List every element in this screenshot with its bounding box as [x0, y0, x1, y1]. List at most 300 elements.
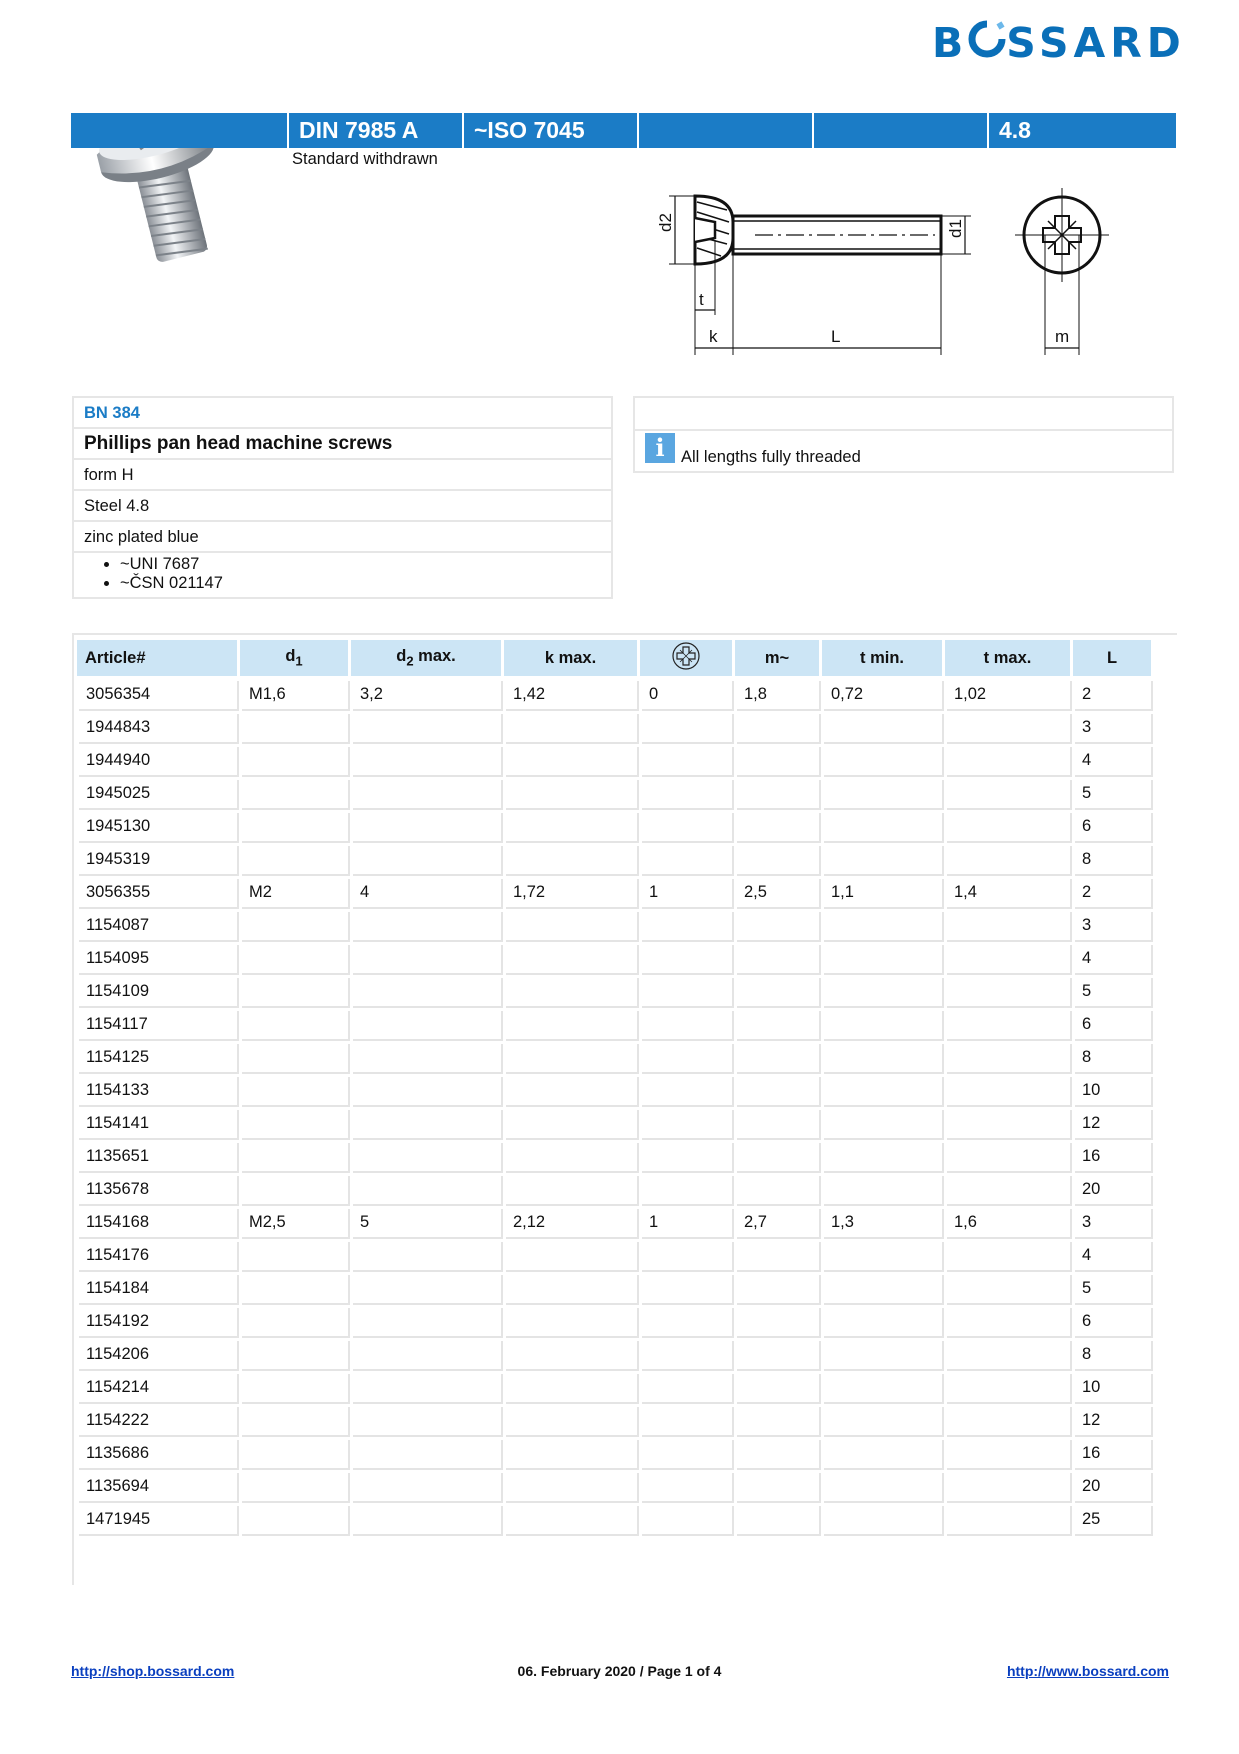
- cell-tmin: [822, 712, 942, 742]
- cell-m: [735, 778, 819, 808]
- cell-tmin: [822, 778, 942, 808]
- cell-drive: [640, 1108, 732, 1138]
- cell-drive: 0: [640, 679, 732, 709]
- cell-tmin: [822, 745, 942, 775]
- cell-tmax: [945, 1306, 1070, 1336]
- table-row: [77, 1174, 1151, 1204]
- cell-d2: [351, 778, 501, 808]
- cell-article: 1135686: [77, 1438, 237, 1468]
- cell-L: 10: [1073, 1075, 1151, 1105]
- dim-d2-label: d2: [656, 213, 675, 232]
- cell-d2: [351, 712, 501, 742]
- cell-d1: [240, 1405, 348, 1435]
- cell-m: [735, 811, 819, 841]
- cell-tmin: [822, 1174, 942, 1204]
- table-row: [77, 1009, 1151, 1039]
- table-row: [77, 778, 1151, 808]
- cell-tmax: [945, 1141, 1070, 1171]
- col-m: m~: [735, 640, 819, 676]
- table-row: [77, 943, 1151, 973]
- cell-d1: [240, 1009, 348, 1039]
- cell-L: 16: [1073, 1141, 1151, 1171]
- cell-L: 6: [1073, 1306, 1151, 1336]
- standard-status: Standard withdrawn: [292, 150, 438, 168]
- cell-tmin: [822, 1042, 942, 1072]
- cell-article: 3056355: [77, 877, 237, 907]
- table-row: [77, 1075, 1151, 1105]
- cell-article: 1135694: [77, 1471, 237, 1501]
- table-row: [77, 976, 1151, 1006]
- cell-k: [504, 844, 637, 874]
- cell-m: [735, 1009, 819, 1039]
- cell-d1: [240, 712, 348, 742]
- cell-k: [504, 910, 637, 940]
- cell-article: 1154176: [77, 1240, 237, 1270]
- cell-d1: [240, 1108, 348, 1138]
- col-d2-suffix: max.: [413, 647, 456, 666]
- footer-right: [1007, 1663, 1169, 1679]
- cell-tmin: [822, 1339, 942, 1369]
- cell-d2: 3,2: [351, 679, 501, 709]
- cell-drive: [640, 811, 732, 841]
- product-finish: zinc plated blue: [74, 522, 611, 553]
- cell-k: [504, 712, 637, 742]
- cell-tmin: [822, 844, 942, 874]
- cell-tmin: [822, 1372, 942, 1402]
- cell-L: 5: [1073, 778, 1151, 808]
- table-row: [77, 1339, 1151, 1369]
- col-k: k max.: [504, 640, 637, 676]
- cell-m: 2,7: [735, 1207, 819, 1237]
- cell-drive: [640, 745, 732, 775]
- dim-t-label: t: [699, 290, 704, 309]
- cell-tmax: [945, 1108, 1070, 1138]
- cell-article: 1154117: [77, 1009, 237, 1039]
- equivalent-item: • ~UNI 7687: [120, 555, 601, 574]
- cell-m: [735, 1273, 819, 1303]
- cell-article: 1154109: [77, 976, 237, 1006]
- cell-article: 1154168: [77, 1207, 237, 1237]
- cell-d1: [240, 1174, 348, 1204]
- table-row: [77, 679, 1151, 709]
- cell-drive: [640, 778, 732, 808]
- cell-k: 2,12: [504, 1207, 637, 1237]
- shop-link[interactable]: http://shop.bossard.com: [71, 1663, 235, 1679]
- col-d2-sub: 2: [406, 653, 414, 669]
- cell-tmin: [822, 1405, 942, 1435]
- col-tmax: t max.: [945, 640, 1070, 676]
- cell-d2: [351, 943, 501, 973]
- cell-L: 20: [1073, 1471, 1151, 1501]
- cell-article: 1154141: [77, 1108, 237, 1138]
- cell-m: [735, 1240, 819, 1270]
- cell-tmax: [945, 1372, 1070, 1402]
- cell-drive: [640, 1405, 732, 1435]
- cell-article: 1154222: [77, 1405, 237, 1435]
- cell-tmin: 1,1: [822, 877, 942, 907]
- table-row: [77, 910, 1151, 940]
- col-d2: [351, 640, 501, 676]
- cell-m: [735, 1141, 819, 1171]
- cell-L: 6: [1073, 1009, 1151, 1039]
- cell-L: 4: [1073, 943, 1151, 973]
- cell-drive: [640, 1075, 732, 1105]
- cell-k: [504, 1339, 637, 1369]
- cell-tmin: [822, 1240, 942, 1270]
- table-row: [77, 1042, 1151, 1072]
- cell-d1: [240, 844, 348, 874]
- cell-k: [504, 1009, 637, 1039]
- cell-d2: [351, 1405, 501, 1435]
- cell-d2: [351, 1306, 501, 1336]
- cell-L: 8: [1073, 844, 1151, 874]
- cell-k: [504, 1405, 637, 1435]
- cell-k: [504, 1372, 637, 1402]
- table-row: [77, 1273, 1151, 1303]
- cell-tmax: [945, 844, 1070, 874]
- cell-tmin: 1,3: [822, 1207, 942, 1237]
- note-box: [633, 396, 1174, 473]
- cell-drive: [640, 976, 732, 1006]
- cell-drive: 1: [640, 1207, 732, 1237]
- cell-d2: [351, 1471, 501, 1501]
- cell-tmax: [945, 1240, 1070, 1270]
- cell-k: 1,42: [504, 679, 637, 709]
- cell-m: [735, 745, 819, 775]
- cell-article: 1154184: [77, 1273, 237, 1303]
- cell-k: [504, 811, 637, 841]
- cell-article: 1154214: [77, 1372, 237, 1402]
- cell-article: 1944940: [77, 745, 237, 775]
- cell-d2: 4: [351, 877, 501, 907]
- cell-d1: [240, 811, 348, 841]
- bn-number: BN 384: [74, 398, 611, 429]
- cell-tmin: [822, 1075, 942, 1105]
- header-iso: ~ISO 7045: [462, 113, 637, 148]
- cell-L: 3: [1073, 1207, 1151, 1237]
- product-material: Steel 4.8: [74, 491, 611, 522]
- cell-L: 16: [1073, 1438, 1151, 1468]
- cell-drive: [640, 712, 732, 742]
- table-row: [77, 1438, 1151, 1468]
- cell-d2: [351, 976, 501, 1006]
- cell-d1: [240, 1372, 348, 1402]
- cell-L: 12: [1073, 1108, 1151, 1138]
- cell-L: 6: [1073, 811, 1151, 841]
- cell-d1: [240, 1141, 348, 1171]
- cell-d1: M2: [240, 877, 348, 907]
- cell-d1: [240, 1471, 348, 1501]
- cell-L: 4: [1073, 1240, 1151, 1270]
- cell-article: 1154192: [77, 1306, 237, 1336]
- cell-tmin: [822, 1273, 942, 1303]
- cell-L: 2: [1073, 877, 1151, 907]
- cell-d2: [351, 1438, 501, 1468]
- table-header-row: [77, 640, 1151, 676]
- table-row: [77, 1207, 1151, 1237]
- cell-L: 25: [1073, 1504, 1151, 1534]
- cell-drive: [640, 910, 732, 940]
- cell-tmax: [945, 943, 1070, 973]
- header-grade: 4.8: [987, 113, 1176, 148]
- cell-m: [735, 910, 819, 940]
- cell-article: 1154125: [77, 1042, 237, 1072]
- cell-tmax: [945, 1504, 1070, 1534]
- table-row: [77, 1306, 1151, 1336]
- cell-tmin: [822, 1306, 942, 1336]
- cell-m: [735, 1174, 819, 1204]
- cell-drive: [640, 1306, 732, 1336]
- cell-tmin: 0,72: [822, 679, 942, 709]
- cell-d2: [351, 910, 501, 940]
- cell-d2: [351, 1504, 501, 1534]
- cell-m: [735, 1108, 819, 1138]
- col-article: Article#: [77, 640, 237, 676]
- cell-m: [735, 1471, 819, 1501]
- cell-article: 1945130: [77, 811, 237, 841]
- cell-m: 2,5: [735, 877, 819, 907]
- table-row: [77, 1405, 1151, 1435]
- cell-k: [504, 1042, 637, 1072]
- footer-center: 06. February 2020 / Page 1 of 4: [517, 1663, 722, 1679]
- cell-drive: [640, 1141, 732, 1171]
- cell-tmax: [945, 1339, 1070, 1369]
- cell-m: [735, 1306, 819, 1336]
- cell-drive: [640, 1009, 732, 1039]
- cell-article: 3056354: [77, 679, 237, 709]
- col-d2-label: d: [396, 647, 407, 666]
- cell-d1: [240, 976, 348, 1006]
- table-row: [77, 712, 1151, 742]
- cell-article: 1944843: [77, 712, 237, 742]
- cell-tmin: [822, 811, 942, 841]
- cell-L: 3: [1073, 712, 1151, 742]
- cell-tmax: [945, 1438, 1070, 1468]
- cell-tmax: [945, 745, 1070, 775]
- cell-tmax: [945, 1009, 1070, 1039]
- cell-drive: 1: [640, 877, 732, 907]
- cell-k: [504, 1141, 637, 1171]
- cell-d2: [351, 844, 501, 874]
- cell-tmax: [945, 1273, 1070, 1303]
- cell-m: [735, 1405, 819, 1435]
- cell-d2: [351, 811, 501, 841]
- cell-article: 1945025: [77, 778, 237, 808]
- cell-tmax: [945, 976, 1070, 1006]
- cell-k: [504, 976, 637, 1006]
- cell-k: [504, 745, 637, 775]
- col-tmin: t min.: [822, 640, 942, 676]
- cell-L: 20: [1073, 1174, 1151, 1204]
- col-drive: [640, 640, 732, 676]
- cell-d2: [351, 1042, 501, 1072]
- cell-d1: [240, 1339, 348, 1369]
- cell-tmax: [945, 1405, 1070, 1435]
- cell-m: [735, 1438, 819, 1468]
- cell-tmax: [945, 1174, 1070, 1204]
- cell-d1: [240, 1075, 348, 1105]
- cell-L: 8: [1073, 1042, 1151, 1072]
- cell-k: [504, 1075, 637, 1105]
- note-text: All lengths fully threaded: [681, 448, 861, 466]
- cell-L: 3: [1073, 910, 1151, 940]
- cell-d1: [240, 1306, 348, 1336]
- cell-tmin: [822, 1141, 942, 1171]
- table-row: [77, 1372, 1151, 1402]
- cell-tmax: [945, 1471, 1070, 1501]
- technical-drawing: [655, 180, 1135, 370]
- table-row: [77, 1141, 1151, 1171]
- table-row: [77, 877, 1151, 907]
- cell-d2: [351, 1174, 501, 1204]
- table-row: [77, 745, 1151, 775]
- cell-m: [735, 943, 819, 973]
- cell-article: 1135678: [77, 1174, 237, 1204]
- cell-k: [504, 1438, 637, 1468]
- header-cell-3: [637, 113, 812, 148]
- cell-k: [504, 1174, 637, 1204]
- cell-tmax: 1,6: [945, 1207, 1070, 1237]
- table-row: [77, 844, 1151, 874]
- cell-drive: [640, 1471, 732, 1501]
- article-table: [74, 637, 1154, 1537]
- cell-m: [735, 844, 819, 874]
- cell-tmin: [822, 1438, 942, 1468]
- article-table-wrapper: [72, 633, 1177, 1585]
- table-row: [77, 1471, 1151, 1501]
- cell-article: 1471945: [77, 1504, 237, 1534]
- dim-m-label: m: [1055, 327, 1070, 346]
- cell-tmax: [945, 712, 1070, 742]
- cell-d2: [351, 1108, 501, 1138]
- cell-drive: [640, 844, 732, 874]
- table-row: [77, 1108, 1151, 1138]
- cell-d1: [240, 778, 348, 808]
- cell-m: 1,8: [735, 679, 819, 709]
- cell-drive: [640, 1042, 732, 1072]
- logo-text: B SSARD: [932, 19, 1186, 67]
- equivalents-list: [74, 553, 611, 597]
- cell-d1: [240, 1240, 348, 1270]
- cell-article: 1154206: [77, 1339, 237, 1369]
- cell-m: [735, 1372, 819, 1402]
- cell-tmax: [945, 811, 1070, 841]
- col-L: L: [1073, 640, 1151, 676]
- table-body: [77, 679, 1151, 1534]
- bossard-logo: [932, 20, 1186, 66]
- cell-d2: [351, 1339, 501, 1369]
- cell-d1: [240, 1273, 348, 1303]
- cell-article: 1154087: [77, 910, 237, 940]
- cell-d2: [351, 1240, 501, 1270]
- col-d1-label: d: [285, 647, 296, 666]
- col-d1-sub: 1: [295, 653, 303, 669]
- cell-d1: M1,6: [240, 679, 348, 709]
- cell-d2: [351, 1075, 501, 1105]
- cell-k: [504, 1108, 637, 1138]
- cell-tmax: [945, 778, 1070, 808]
- cell-d1: [240, 1042, 348, 1072]
- cell-k: [504, 1273, 637, 1303]
- cell-m: [735, 712, 819, 742]
- cell-tmin: [822, 976, 942, 1006]
- cell-tmax: [945, 1042, 1070, 1072]
- www-link[interactable]: http://www.bossard.com: [1006, 1663, 1169, 1679]
- cell-k: [504, 1471, 637, 1501]
- cell-k: 1,72: [504, 877, 637, 907]
- product-title: Phillips pan head machine screws: [74, 429, 611, 460]
- logo-o-icon: [968, 20, 1006, 66]
- cell-d1: [240, 1438, 348, 1468]
- cell-d2: [351, 1009, 501, 1039]
- table-row: [77, 1504, 1151, 1534]
- cell-d2: [351, 1141, 501, 1171]
- col-d1: [240, 640, 348, 676]
- cell-m: [735, 976, 819, 1006]
- cell-article: 1154095: [77, 943, 237, 973]
- cell-L: 5: [1073, 976, 1151, 1006]
- cell-drive: [640, 1372, 732, 1402]
- cell-L: 5: [1073, 1273, 1151, 1303]
- cell-L: 4: [1073, 745, 1151, 775]
- header-standard: DIN 7985 A: [287, 113, 462, 148]
- cell-drive: [640, 1174, 732, 1204]
- cell-d1: [240, 1504, 348, 1534]
- cell-tmin: [822, 1009, 942, 1039]
- cell-tmax: [945, 910, 1070, 940]
- cell-article: 1135651: [77, 1141, 237, 1171]
- cell-drive: [640, 1240, 732, 1270]
- cell-article: 1945319: [77, 844, 237, 874]
- cell-drive: [640, 1438, 732, 1468]
- cell-tmax: [945, 1075, 1070, 1105]
- equivalent-item: • ~ČSN 021147: [120, 574, 601, 593]
- cell-L: 12: [1073, 1405, 1151, 1435]
- info-icon: i: [645, 433, 675, 463]
- cell-d2: [351, 1273, 501, 1303]
- cell-d1: [240, 745, 348, 775]
- cell-L: 8: [1073, 1339, 1151, 1369]
- product-form: form H: [74, 460, 611, 491]
- cell-tmin: [822, 1108, 942, 1138]
- dim-k-label: k: [709, 327, 718, 346]
- cell-d1: [240, 943, 348, 973]
- cell-k: [504, 1504, 637, 1534]
- cell-tmin: [822, 1471, 942, 1501]
- cell-k: [504, 1306, 637, 1336]
- cell-article: 1154133: [77, 1075, 237, 1105]
- header-cell-4: [812, 113, 987, 148]
- cell-tmin: [822, 1504, 942, 1534]
- cell-m: [735, 1075, 819, 1105]
- cell-d2: [351, 745, 501, 775]
- cell-k: [504, 778, 637, 808]
- table-row: [77, 811, 1151, 841]
- header-bar: [71, 113, 1176, 148]
- cell-d2: [351, 1372, 501, 1402]
- dim-L-label: L: [831, 327, 841, 346]
- cell-L: 2: [1073, 679, 1151, 709]
- cell-d1: [240, 910, 348, 940]
- cell-m: [735, 1504, 819, 1534]
- cell-drive: [640, 1504, 732, 1534]
- table-row: [77, 1240, 1151, 1270]
- phillips-drive-icon: [671, 641, 701, 671]
- cell-d1: M2,5: [240, 1207, 348, 1237]
- dim-d1-label: d1: [946, 219, 965, 238]
- cell-m: [735, 1339, 819, 1369]
- cell-drive: [640, 943, 732, 973]
